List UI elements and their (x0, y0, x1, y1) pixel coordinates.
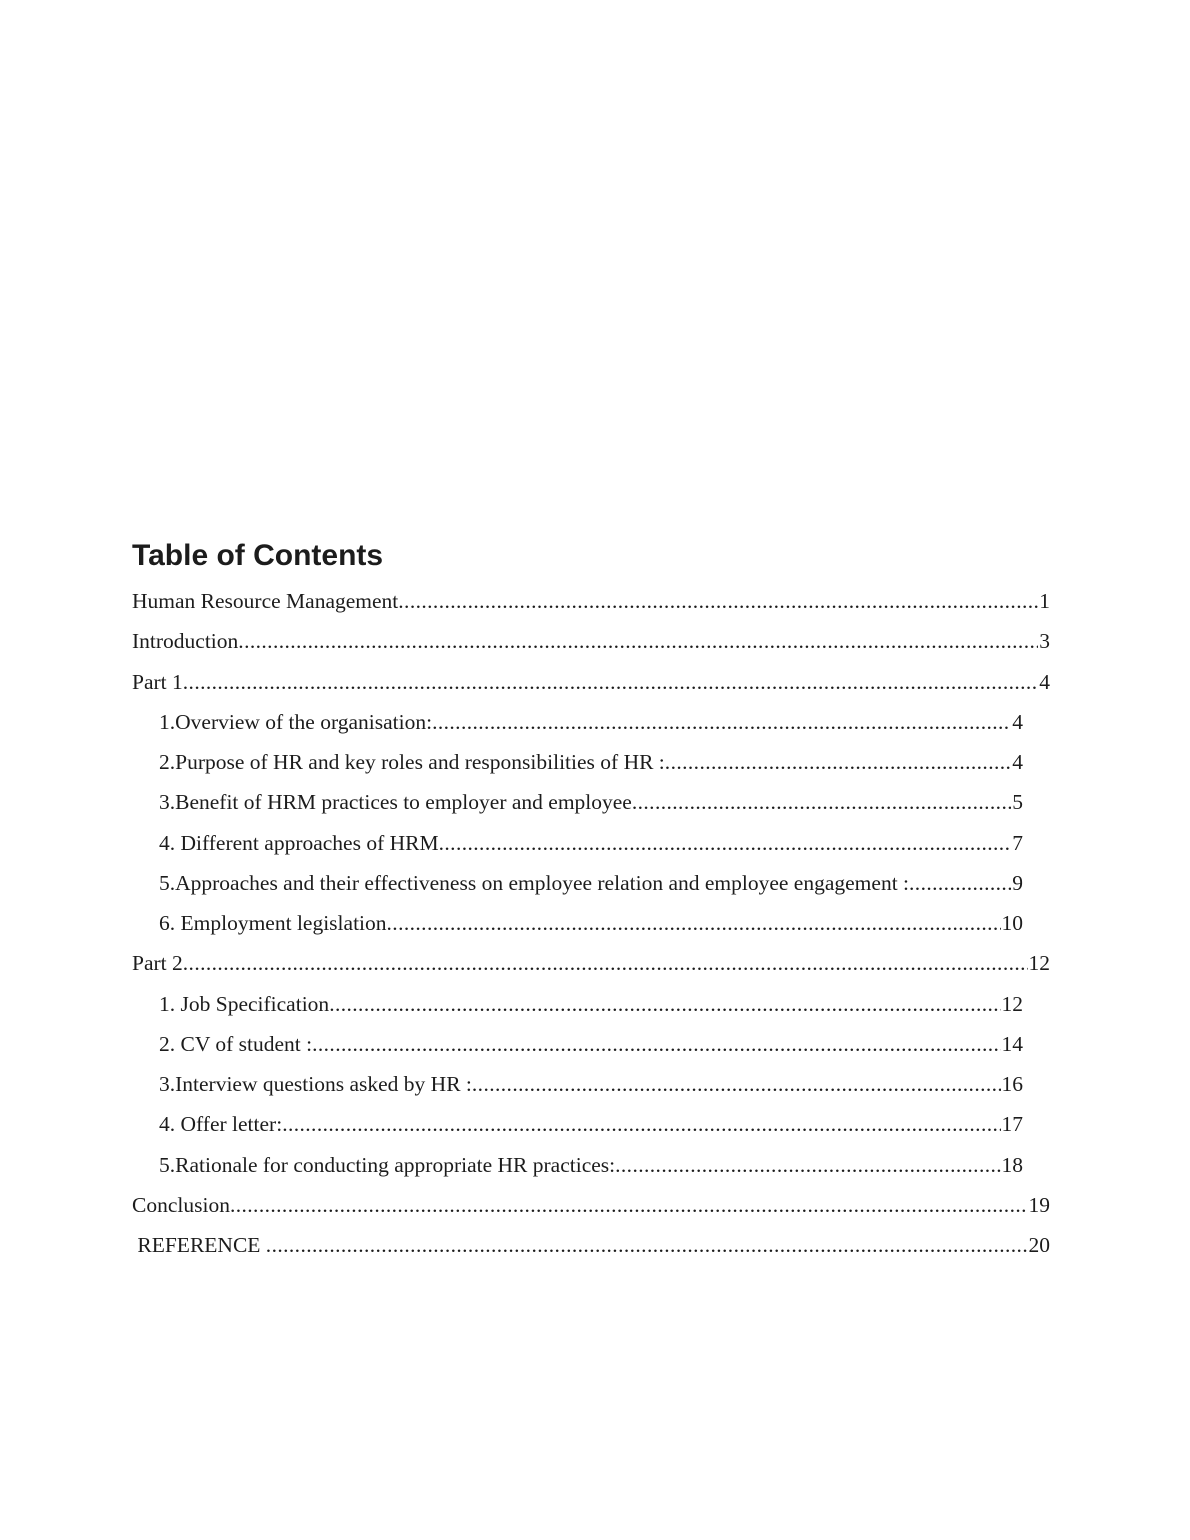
toc-entry-label: Introduction (132, 629, 239, 654)
toc-page-number: 10 (1001, 911, 1023, 935)
toc-dot-leader (615, 1153, 1000, 1178)
toc-page-number: 12 (1001, 991, 1023, 1016)
toc-entry-label: Human Resource Management (132, 589, 399, 613)
toc-dot-leader (387, 911, 1001, 936)
toc-entry[interactable] (132, 790, 1023, 830)
toc-entry-label: 1. Job Specification (159, 991, 330, 1016)
toc-entry-label: 1.Overview of the organisation: (159, 709, 433, 734)
toc-entry-label: Part 1 (132, 669, 183, 694)
toc-entry[interactable] (132, 589, 1050, 629)
toc-entry[interactable] (132, 629, 1050, 669)
toc-dot-leader (432, 710, 1011, 735)
toc-page-number: 12 (1028, 951, 1050, 976)
toc-entry-label: 3.Interview questions asked by HR : (159, 1072, 472, 1096)
toc-dot-leader (909, 871, 1011, 896)
toc-dot-leader (230, 1193, 1028, 1218)
toc-page-number: 20 (1028, 1233, 1050, 1257)
toc-dot-leader (329, 992, 1000, 1017)
toc-page-number: 1 (1039, 589, 1050, 613)
toc-dot-leader (312, 1032, 1000, 1057)
toc-entry-label: 2. CV of student : (159, 1031, 313, 1056)
toc-page-number: 16 (1001, 1072, 1023, 1096)
toc-dot-leader (439, 831, 1012, 856)
toc-page-number: 19 (1028, 1192, 1050, 1217)
toc-entry[interactable] (132, 1072, 1023, 1112)
toc-entry[interactable] (132, 670, 1050, 710)
toc-page-number: 4 (1012, 709, 1023, 734)
toc-dot-leader (665, 750, 1011, 775)
toc-entry-label: Conclusion (132, 1192, 230, 1217)
toc-entry[interactable] (132, 871, 1023, 911)
toc-dot-leader (266, 1233, 1028, 1258)
toc-entry[interactable] (132, 1032, 1023, 1072)
toc-page-number: 3 (1039, 629, 1050, 654)
toc-list (132, 589, 1050, 1273)
toc-dot-leader (183, 951, 1028, 976)
toc-entry[interactable] (132, 951, 1050, 991)
toc-entry-label: 4. Offer letter: (159, 1112, 283, 1137)
toc-page-number: 5 (1012, 790, 1023, 815)
toc-dot-leader (472, 1072, 1001, 1097)
toc-entry[interactable] (132, 992, 1023, 1032)
toc-entry[interactable] (132, 1153, 1023, 1193)
toc-entry-label: 5.Rationale for conducting appropriate HR practices: (159, 1152, 616, 1177)
toc-title: Table of Contents (132, 539, 384, 572)
toc-entry[interactable] (132, 831, 1023, 871)
toc-entry[interactable] (132, 911, 1023, 951)
toc-entry-label: 6. Employment legislation (159, 911, 387, 935)
toc-entry[interactable] (132, 750, 1023, 790)
toc-dot-leader (632, 790, 1011, 815)
toc-entry[interactable] (132, 1233, 1050, 1273)
toc-dot-leader (238, 629, 1038, 654)
toc-dot-leader (183, 670, 1038, 695)
toc-dot-leader (282, 1112, 1000, 1137)
toc-entry-label: 3.Benefit of HRM practices to employer and employee (159, 790, 632, 815)
toc-page-number: 4 (1012, 750, 1023, 774)
toc-entry[interactable] (132, 710, 1023, 750)
toc-entry[interactable] (132, 1193, 1050, 1233)
toc-entry-label: 4. Different approaches of HRM (159, 830, 439, 855)
toc-entry[interactable] (132, 1112, 1023, 1152)
toc-page-number: 14 (1001, 1031, 1023, 1056)
toc-entry-label: 2.Purpose of HR and key roles and responsibilities of HR : (159, 750, 665, 774)
toc-entry-label: Part 2 (132, 951, 183, 976)
toc-entry-label: 5.Approaches and their effectiveness on employee relation and employee engagement : (159, 870, 910, 895)
toc-page-number: 9 (1012, 870, 1023, 895)
toc-entry-label: REFERENCE (132, 1233, 266, 1257)
toc-page-number: 4 (1039, 669, 1050, 694)
toc-page-number: 7 (1012, 830, 1023, 855)
toc-page-number: 17 (1001, 1112, 1023, 1137)
table-of-contents (132, 536, 1050, 1273)
toc-dot-leader (398, 589, 1038, 614)
toc-page-number: 18 (1001, 1152, 1023, 1177)
